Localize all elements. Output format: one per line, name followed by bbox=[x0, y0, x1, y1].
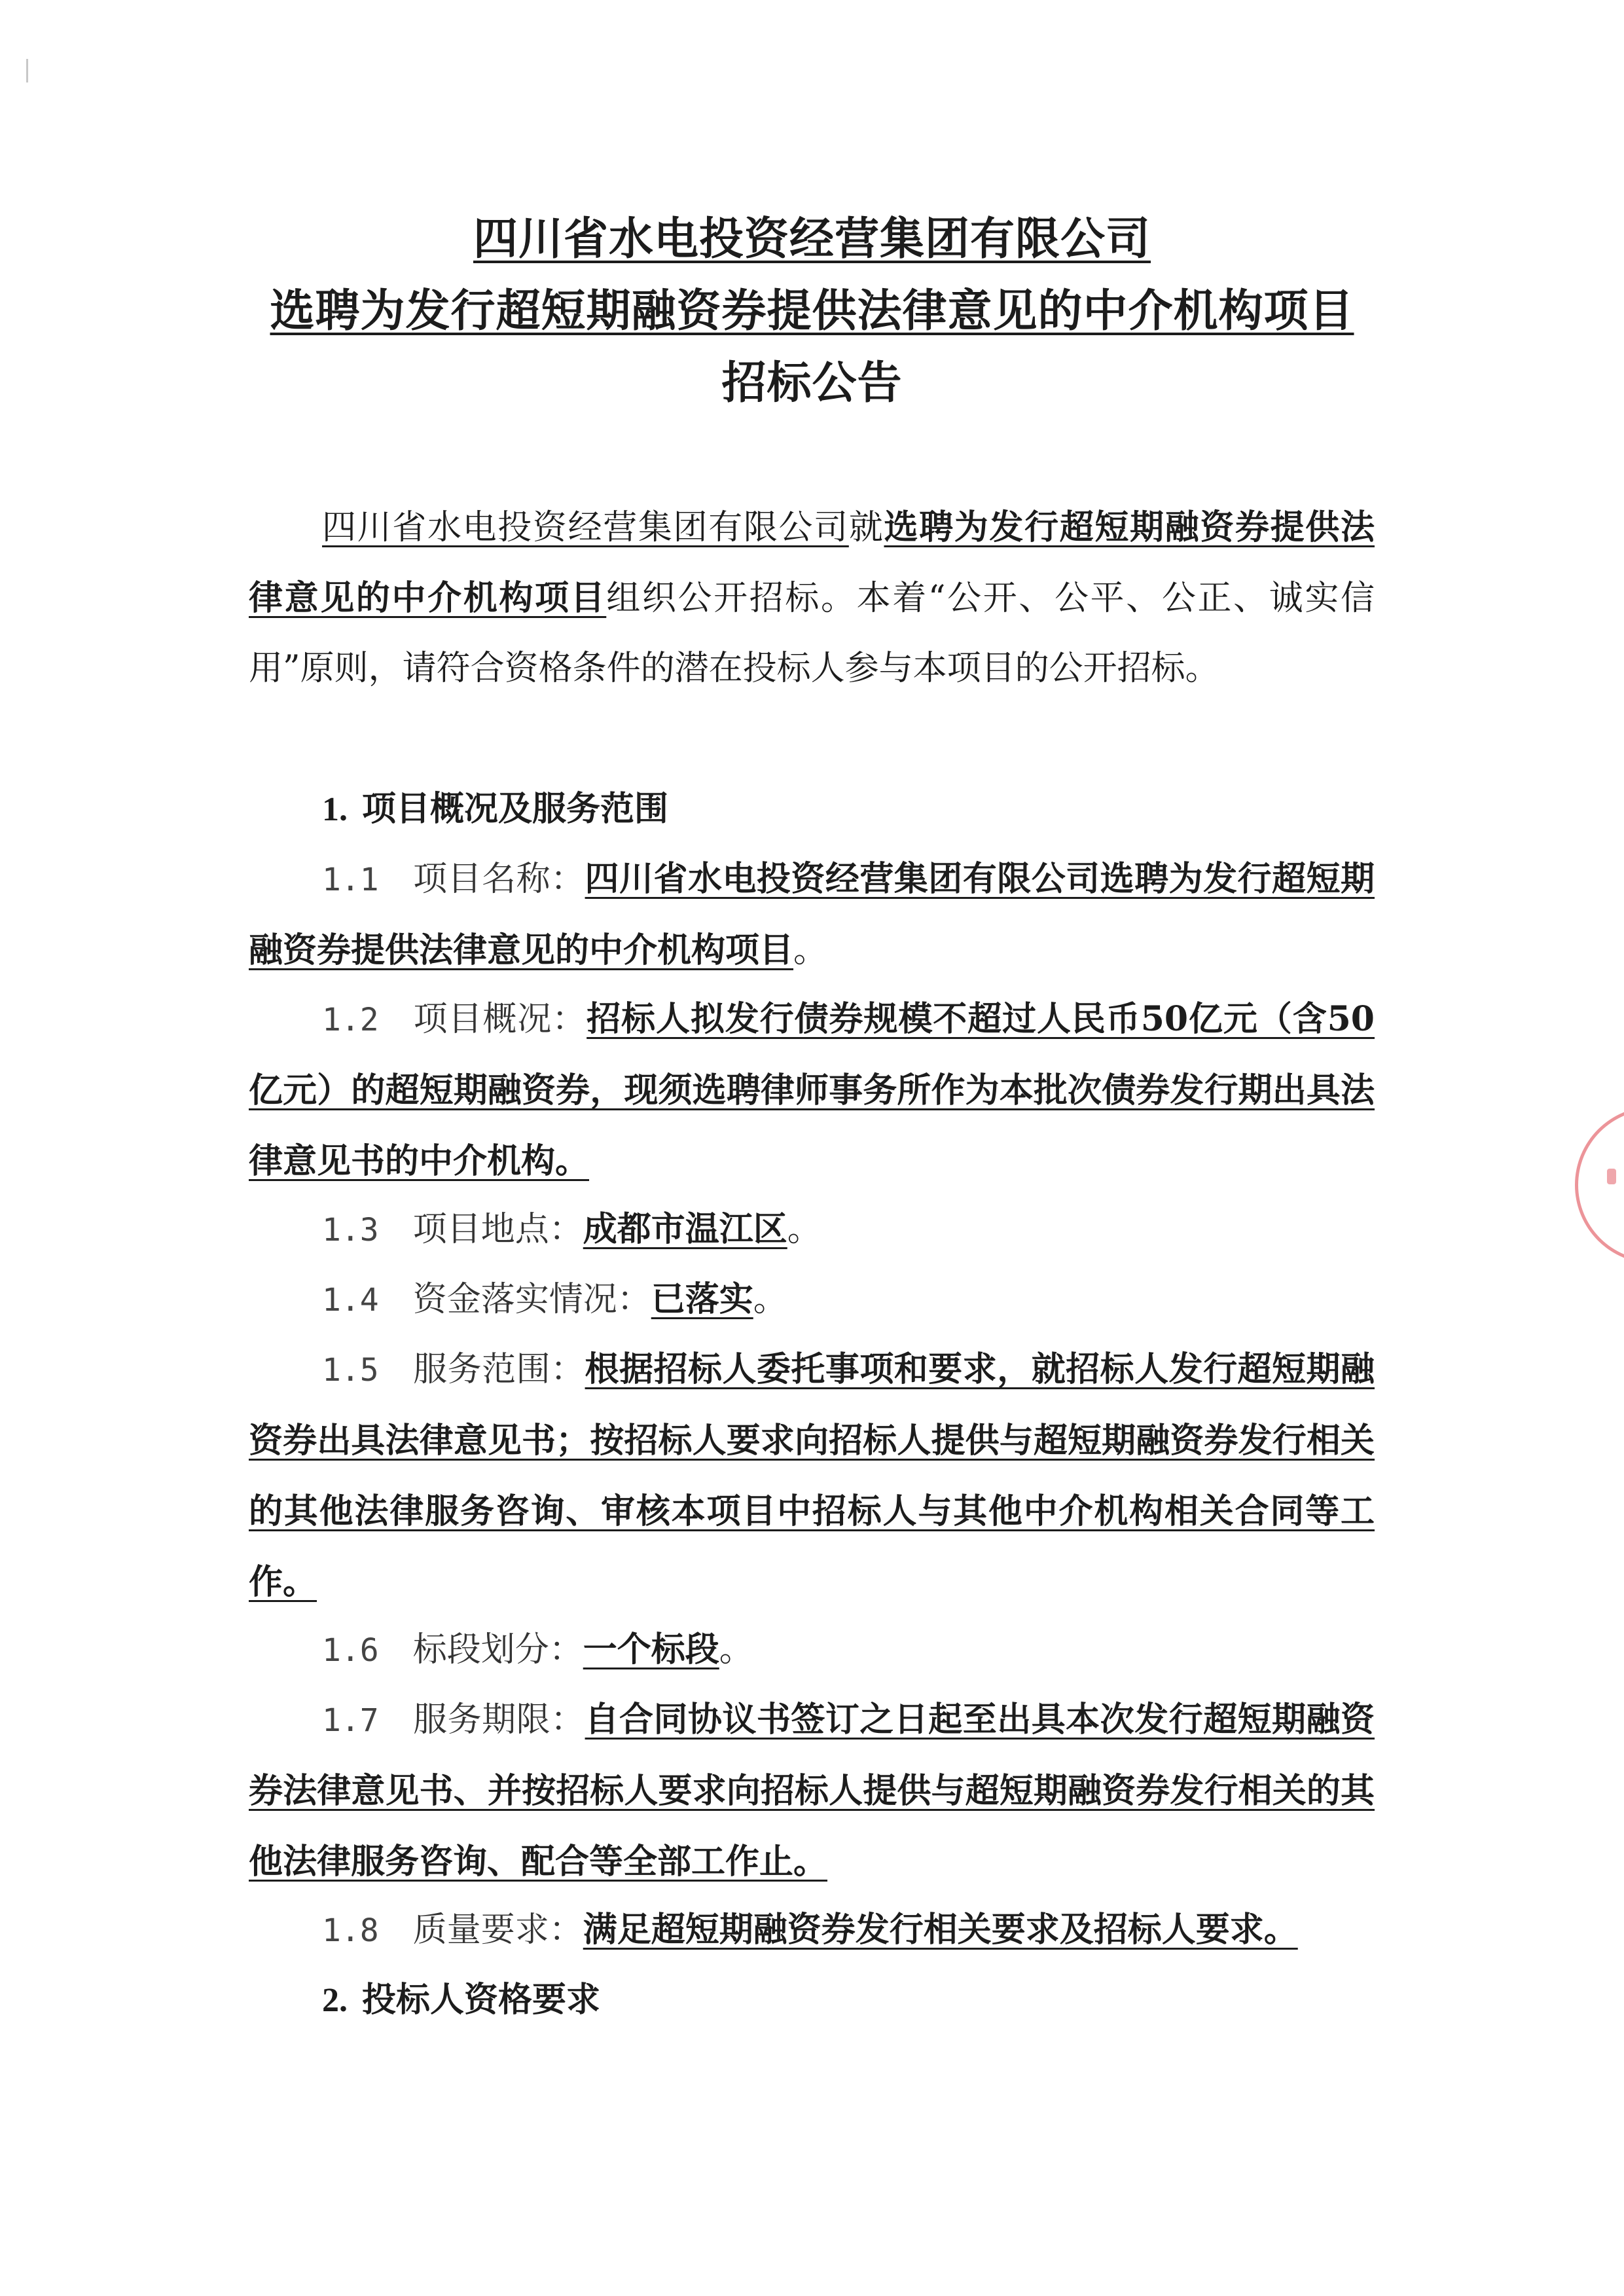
item-1-6: 1.6 标段划分：一个标段。 bbox=[322, 1630, 753, 1669]
section-2-heading: 2. 投标人资格要求 bbox=[322, 1980, 601, 2020]
item-1-7: 1.7 服务期限：自合同协议书签订之日起至出具本次发行超短期融资券法律意见书、并按招标人要求向招标人提供与超短期融资券发行相关的其他法律服务咨询、配合等全部工作止。 bbox=[249, 1700, 1375, 1882]
item-1-4: 1.4 资金落实情况：已落实。 bbox=[322, 1279, 787, 1319]
intro-paragraph bbox=[249, 492, 1375, 704]
title-line-2: 选聘为发行超短期融资券提供法律意见的中介机构项目 bbox=[270, 285, 1354, 337]
intro-company: 四川省水电投资经营集团有限公司 bbox=[322, 508, 849, 547]
item-1-8: 1.8 质量要求：满足超短期融资券发行相关要求及招标人要求。 bbox=[322, 1910, 1298, 1950]
seal-stamp-edge bbox=[1575, 1106, 1624, 1264]
item-1-5: 1.5 服务范围：根据招标人委托事项和要求，就招标人发行超短期融资券出具法律意见书；按招标人要求向招标人提供与超短期融资券发行相关的其他法律服务咨询、审核本项目中招标人与其他中介机构相关合同等工作。 bbox=[249, 1349, 1375, 1602]
intro-rest: 组织公开招标。本着“公开、公平、公正、诚实信用”原则，请符合资格条件的潜在投标人参与本项目的公开招标。 bbox=[249, 579, 1375, 688]
item-1-1: 1.1 项目名称：四川省水电投资经营集团有限公司选聘为发行超短期融资券提供法律意见的中介机构项目。 bbox=[249, 859, 1375, 970]
title-line-1: 四川省水电投资经营集团有限公司 bbox=[473, 213, 1151, 265]
scan-artifact bbox=[26, 59, 28, 82]
title-line-3: 招标公告 bbox=[721, 357, 903, 409]
item-1-2: 1.2 项目概况：招标人拟发行债券规模不超过人民币50亿元（含50亿元）的超短期融资券，现须选聘律师事务所作为本批次债券发行期出具法律意见书的中介机构。 bbox=[249, 999, 1375, 1181]
section-1-heading: 1. 项目概况及服务范围 bbox=[322, 789, 669, 829]
intro-project: 选聘为发行超短期融资券提供法律意见的中介机构项目 bbox=[249, 507, 1375, 618]
seal-stamp-mark bbox=[1607, 1169, 1616, 1184]
intro-connector: 就 bbox=[848, 508, 884, 547]
item-1-3: 1.3 项目地点：成都市温江区。 bbox=[322, 1209, 821, 1249]
